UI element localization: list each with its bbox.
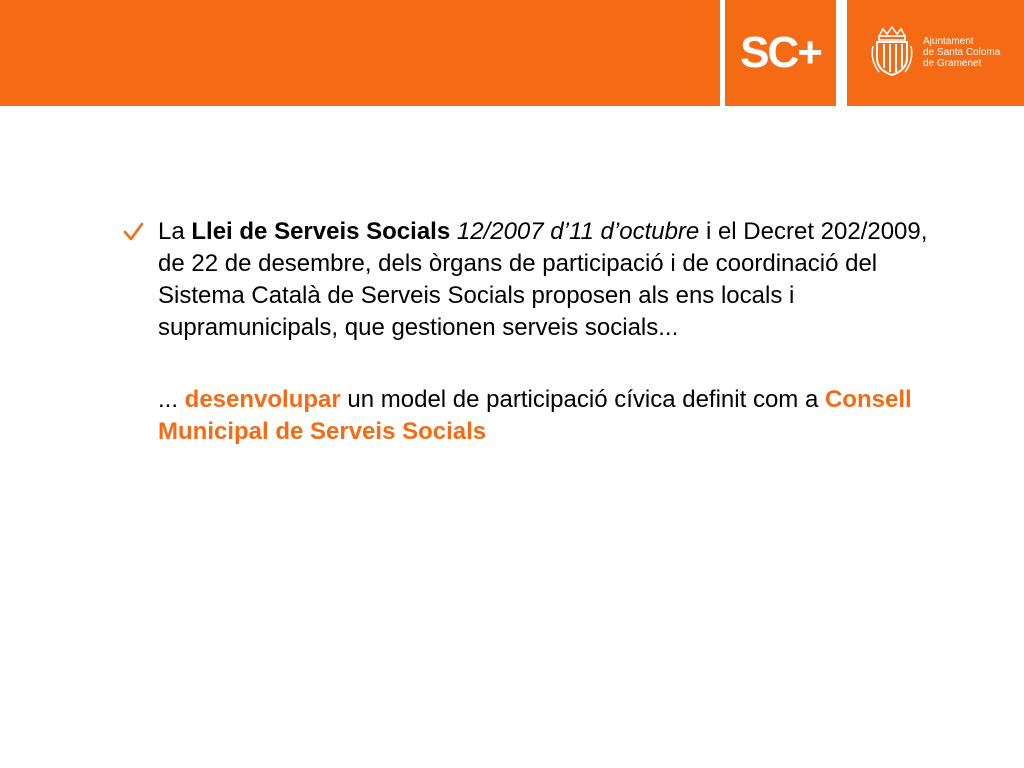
slide-body <box>158 216 938 448</box>
p1-text-3: i el Decret 202/2009, de 22 de desembre, dels òrgans de participació i de coordinació del Sistema Català de Serveis Socials proposen als ens locals i supramunicipals, que gestionen serveis socials... <box>158 218 928 341</box>
p1-text-1: La <box>158 218 192 245</box>
city-name-line-3: de Gramenet <box>923 58 982 69</box>
p2-text-2: un model de participació cívica definit com a <box>340 386 825 413</box>
council-highlight: Consell Municipal de Serveis Socials <box>158 386 912 445</box>
paragraph-law-intro <box>158 216 938 344</box>
city-name-line-2: de Santa Coloma <box>923 47 1001 58</box>
checkmark-icon <box>122 221 144 243</box>
paragraph-council <box>158 384 938 448</box>
city-council-name <box>923 36 1000 69</box>
p2-text-1: ... <box>158 386 185 413</box>
header-orange-band <box>0 0 720 106</box>
law-name: Llei de Serveis Socials <box>191 218 451 245</box>
law-date: 12/2007 d’11 d’octubre <box>456 218 700 245</box>
p1-text-2 <box>450 218 457 245</box>
city-name-line-1: Ajuntament <box>923 36 974 47</box>
city-crest-icon <box>869 26 915 78</box>
city-council-logo-box <box>847 0 1024 106</box>
sc-plus-logo: SC+ <box>740 28 821 77</box>
sc-plus-logo-box <box>725 0 836 106</box>
header-bar <box>0 0 1024 106</box>
verb-highlight: desenvolupar <box>184 386 341 413</box>
